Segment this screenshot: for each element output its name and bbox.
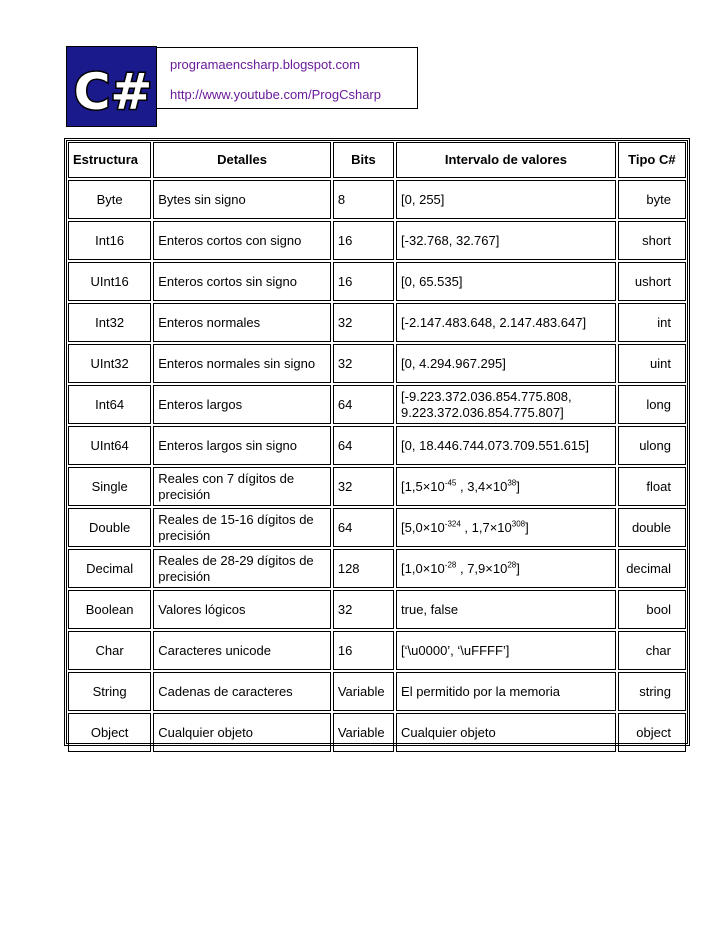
- table-row: [68, 467, 686, 506]
- youtube-link[interactable]: http://www.youtube.com/ProgCsharp: [170, 87, 381, 102]
- cell-detalles: Enteros largos sin signo: [153, 426, 331, 465]
- cell-detalles: Enteros largos: [153, 385, 331, 424]
- range-separator: ,: [456, 478, 468, 494]
- cell-tipo: double: [618, 508, 686, 547]
- cell-intervalo: [396, 508, 616, 547]
- cell-intervalo: Cualquier objeto: [396, 713, 616, 752]
- cell-intervalo: [-32.768, 32.767]: [396, 221, 616, 260]
- cell-tipo: int: [618, 303, 686, 342]
- cell-tipo: char: [618, 631, 686, 670]
- range-low-base: [5,0×10: [401, 519, 445, 535]
- cell-detalles: Enteros normales sin signo: [153, 344, 331, 383]
- cell-bits: 32: [333, 590, 394, 629]
- table-row: [68, 549, 686, 588]
- table-row: [68, 631, 686, 670]
- table-header-row: [68, 142, 686, 178]
- cell-tipo: ulong: [618, 426, 686, 465]
- cell-tipo: short: [618, 221, 686, 260]
- cell-estructura: String: [68, 672, 151, 711]
- cell-estructura: UInt16: [68, 262, 151, 301]
- cell-intervalo: [0, 4.294.967.295]: [396, 344, 616, 383]
- cell-intervalo: [-2.147.483.648, 2.147.483.647]: [396, 303, 616, 342]
- cell-intervalo: El permitido por la memoria: [396, 672, 616, 711]
- cell-intervalo: [396, 549, 616, 588]
- cell-detalles: Cualquier objeto: [153, 713, 331, 752]
- cell-estructura: Boolean: [68, 590, 151, 629]
- header-detalles: Detalles: [153, 142, 331, 178]
- cell-estructura: UInt32: [68, 344, 151, 383]
- cell-estructura: Char: [68, 631, 151, 670]
- cell-detalles: Reales con 7 dígitos de precisión: [153, 467, 331, 506]
- table-row: [68, 180, 686, 219]
- range-low-base: [1,0×10: [401, 560, 445, 576]
- range-high-base: 1,7×10: [471, 519, 512, 535]
- range-low-exponent: -28: [444, 560, 457, 570]
- range-low-base: [1,5×10: [401, 478, 445, 494]
- cell-detalles: Valores lógicos: [153, 590, 331, 629]
- cell-bits: 16: [333, 221, 394, 260]
- cell-tipo: byte: [618, 180, 686, 219]
- cell-bits: Variable: [333, 713, 394, 752]
- cell-estructura: Int16: [68, 221, 151, 260]
- cell-tipo: string: [618, 672, 686, 711]
- cell-bits: 32: [333, 344, 394, 383]
- links-box: [156, 47, 418, 109]
- cell-tipo: object: [618, 713, 686, 752]
- cell-estructura: UInt64: [68, 426, 151, 465]
- cell-estructura: Byte: [68, 180, 151, 219]
- table-row: [68, 262, 686, 301]
- cell-estructura: Int64: [68, 385, 151, 424]
- range-separator: ,: [456, 560, 468, 576]
- table-row: [68, 508, 686, 547]
- cell-intervalo: [0, 65.535]: [396, 262, 616, 301]
- header-tipo: Tipo C#: [618, 142, 686, 178]
- cell-detalles: Enteros cortos sin signo: [153, 262, 331, 301]
- table-row: [68, 303, 686, 342]
- cell-bits: 64: [333, 385, 394, 424]
- cell-intervalo: [‘\u0000’, ‘\uFFFF’]: [396, 631, 616, 670]
- table-row: [68, 590, 686, 629]
- cell-intervalo: [396, 467, 616, 506]
- range-end: ]: [516, 560, 520, 576]
- cell-tipo: uint: [618, 344, 686, 383]
- range-high-exponent: 28: [507, 560, 517, 570]
- cell-estructura: Single: [68, 467, 151, 506]
- range-separator: ,: [460, 519, 472, 535]
- cell-bits: 32: [333, 303, 394, 342]
- range-high-base: 7,9×10: [467, 560, 508, 576]
- cell-intervalo: true, false: [396, 590, 616, 629]
- cell-bits: 64: [333, 426, 394, 465]
- cell-detalles: Caracteres unicode: [153, 631, 331, 670]
- cell-detalles: Enteros cortos con signo: [153, 221, 331, 260]
- cell-tipo: decimal: [618, 549, 686, 588]
- table-row: [68, 385, 686, 424]
- table-row: [68, 221, 686, 260]
- cell-bits: Variable: [333, 672, 394, 711]
- cell-tipo: float: [618, 467, 686, 506]
- cell-detalles: Enteros normales: [153, 303, 331, 342]
- range-low-exponent: -324: [444, 519, 461, 529]
- cell-bits: 32: [333, 467, 394, 506]
- cell-intervalo: [0, 18.446.744.073.709.551.615]: [396, 426, 616, 465]
- cell-bits: 8: [333, 180, 394, 219]
- cell-bits: 16: [333, 262, 394, 301]
- cell-bits: 64: [333, 508, 394, 547]
- range-low-exponent: -45: [444, 478, 457, 488]
- range-end: ]: [516, 478, 520, 494]
- cell-bits: 128: [333, 549, 394, 588]
- csharp-logo-text: C#: [73, 63, 153, 121]
- table-row: [68, 713, 686, 752]
- blog-link[interactable]: programaencsharp.blogspot.com: [170, 57, 361, 72]
- cell-intervalo: [-9.223.372.036.854.775.808, 9.223.372.036.854.775.807]: [396, 385, 616, 424]
- table-row: [68, 344, 686, 383]
- header-estructura: Estructura: [68, 142, 151, 178]
- table-row: [68, 426, 686, 465]
- table-row: [68, 672, 686, 711]
- range-high-base: 3,4×10: [467, 478, 508, 494]
- cell-detalles: Reales de 15-16 dígitos de precisión: [153, 508, 331, 547]
- cell-estructura: Double: [68, 508, 151, 547]
- cell-tipo: bool: [618, 590, 686, 629]
- cell-bits: 16: [333, 631, 394, 670]
- cell-estructura: Object: [68, 713, 151, 752]
- range-high-exponent: 308: [511, 519, 526, 529]
- cell-tipo: ushort: [618, 262, 686, 301]
- range-end: ]: [525, 519, 529, 535]
- cell-estructura: Decimal: [68, 549, 151, 588]
- cell-detalles: Cadenas de caracteres: [153, 672, 331, 711]
- cell-detalles: Bytes sin signo: [153, 180, 331, 219]
- range-high-exponent: 38: [507, 478, 517, 488]
- csharp-logo: [66, 46, 157, 127]
- types-table: [66, 140, 688, 754]
- header-bits: Bits: [333, 142, 394, 178]
- cell-tipo: long: [618, 385, 686, 424]
- cell-detalles: Reales de 28-29 dígitos de precisión: [153, 549, 331, 588]
- cell-estructura: Int32: [68, 303, 151, 342]
- header-intervalo: Intervalo de valores: [396, 142, 616, 178]
- cell-intervalo: [0, 255]: [396, 180, 616, 219]
